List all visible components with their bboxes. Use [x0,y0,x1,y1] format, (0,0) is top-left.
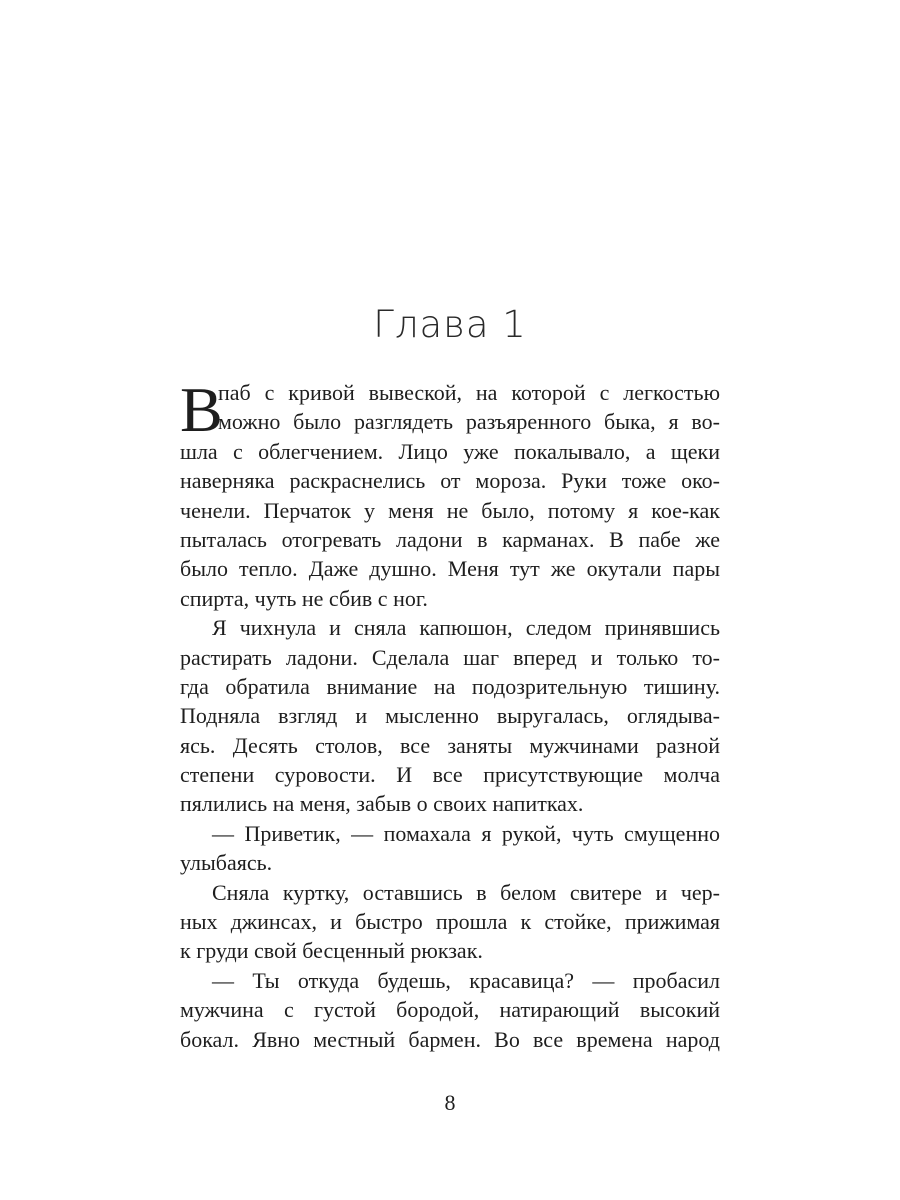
text-line: было тепло. Даже душно. Меня тут же окутали пары [180,556,720,582]
text-line: ченели. Перчаток у меня не было, потому я кое-как [180,497,720,523]
text-line: пялились на меня, забыв о своих напитках. [180,791,584,817]
text-line: ных джинсах, и быстро прошла к стойке, прижимая [180,909,720,935]
text-line: ясь. Десять столов, все заняты мужчинами разной [180,732,720,758]
text-line: паб с кривой вывеской, на которой с легкостью [218,380,720,405]
text-line: гда обратила внимание на подозрительную тишину. [180,673,720,699]
drop-cap: В [180,374,223,445]
text-line: наверняка раскраснелись от мороза. Руки тоже око- [180,468,720,494]
text-line: к груди свой бесценный рюкзак. [180,938,483,964]
text-line: спирта, чуть не сбив с ног. [180,585,428,611]
text-line: Подняла взгляд и мысленно выругалась, оглядыва- [180,703,720,729]
text-line: растирать ладони. Сделала шаг вперед и только то- [180,644,720,670]
text-line: можно было разглядеть разъяренного быка, я во- [218,409,720,435]
first-paragraph-opening [180,374,720,445]
text-line: — Приветик, — помахала я рукой, чуть смущенно [212,820,720,846]
text-line: Я чихнула и сняла капюшон, следом принявшись [212,615,720,641]
text-line: улыбаясь. [180,850,273,876]
text-line: — Ты откуда будешь, красавица? — пробасил [212,967,720,993]
text-line: шла с облегчением. Лицо уже покалывало, а щеки [180,438,720,464]
text-line: мужчина с густой бородой, натирающий высокий [180,997,720,1023]
body-text [180,374,720,1054]
text-line: бокал. Явно местный бармен. Во все времена народ [180,1026,720,1052]
text-line: пыталась отогревать ладони в карманах. В пабе же [180,526,720,552]
text-line: Сняла куртку, оставшись в белом свитере и чер- [212,879,720,905]
page-number: 8 [444,1090,456,1115]
chapter-title: Глава 1 [373,303,527,346]
text-line: степени суровости. И все присутствующие молча [180,762,720,788]
